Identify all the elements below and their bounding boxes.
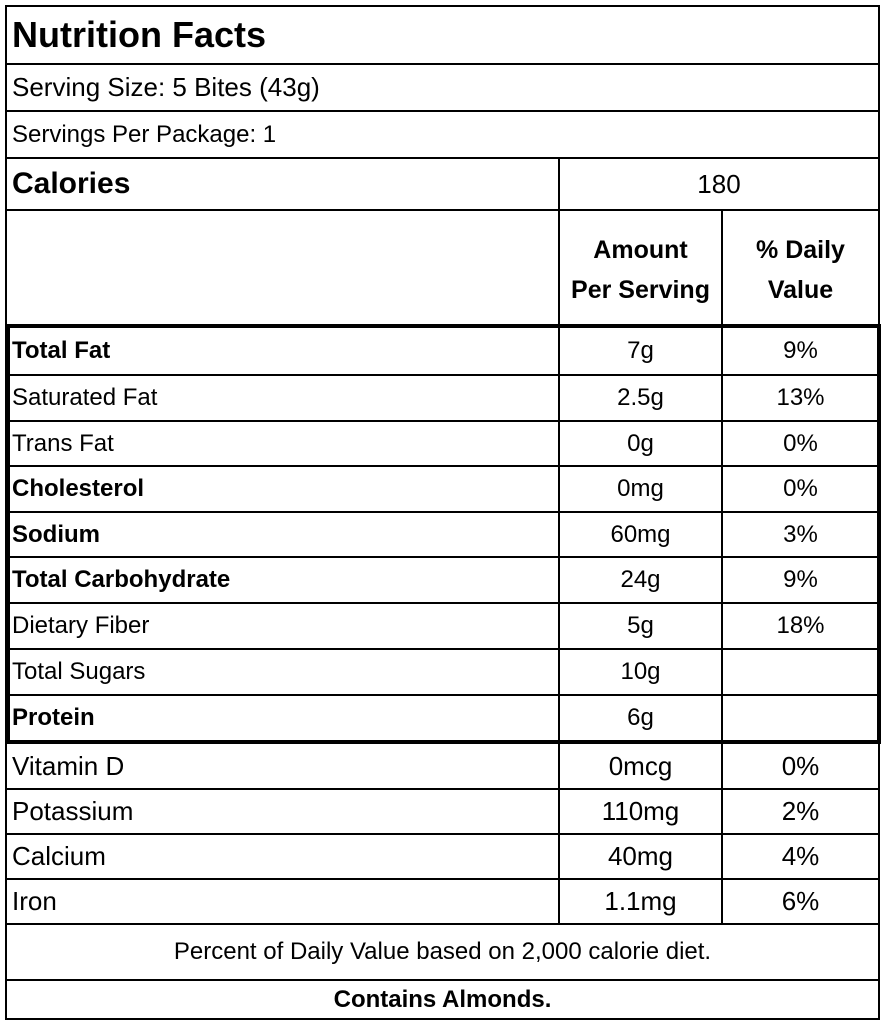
vitamin-daily-value: 4%	[721, 835, 878, 878]
amount-header	[558, 211, 721, 328]
nutrient-amount: 24g	[558, 558, 721, 602]
vitamin-name: Iron	[12, 886, 57, 916]
nutrient-name: Protein	[12, 704, 95, 731]
nutrition-label	[5, 5, 880, 1020]
nutrient-amount: 0mg	[558, 467, 721, 511]
nutrient-daily-value: 0%	[721, 422, 878, 465]
nutrient-name: Saturated Fat	[12, 384, 158, 411]
nutrient-daily-value: 3%	[721, 513, 878, 556]
vitamin-amount: 0mcg	[558, 744, 721, 788]
serving-size: Serving Size: 5 Bites (43g)	[12, 72, 320, 102]
label-title: Nutrition Facts	[12, 14, 267, 55]
nutrient-daily-value: 18%	[721, 604, 878, 648]
nutrient-row	[7, 422, 878, 467]
allergen-statement: Contains Almonds.	[333, 985, 552, 1013]
nutrient-row	[7, 604, 878, 650]
nutrient-amount: 6g	[558, 696, 721, 740]
vitamin-amount: 40mg	[558, 835, 721, 878]
nutrient-amount: 5g	[558, 604, 721, 648]
nutrient-name: Total Sugars	[12, 658, 146, 685]
nutrient-daily-value	[721, 650, 878, 694]
nutrient-row	[7, 467, 878, 513]
nutrient-daily-value: 13%	[721, 376, 878, 420]
calories-value: 180	[558, 159, 878, 209]
dv-header	[721, 211, 878, 328]
nutrient-row	[7, 376, 878, 422]
amount-header-line1: Amount	[593, 235, 688, 264]
vitamin-row	[7, 880, 878, 925]
nutrient-daily-value: 9%	[721, 328, 878, 374]
nutrient-name: Trans Fat	[12, 429, 114, 457]
nutrient-row	[7, 328, 878, 376]
allergen-row	[7, 981, 878, 1018]
vitamin-daily-value: 2%	[721, 790, 878, 833]
nutrient-row	[7, 696, 878, 742]
vitamin-daily-value: 6%	[721, 880, 878, 923]
footnote-row	[7, 925, 878, 981]
nutrient-row	[7, 513, 878, 558]
nutrient-amount: 2.5g	[558, 376, 721, 420]
nutrient-name: Sodium	[12, 520, 100, 548]
nutrient-amount: 0g	[558, 422, 721, 465]
vitamin-name: Potassium	[12, 796, 134, 826]
title-row	[7, 7, 878, 65]
nutrient-daily-value	[721, 696, 878, 740]
nutrient-name: Total Carbohydrate	[12, 566, 231, 593]
vitamin-daily-value: 0%	[721, 744, 878, 788]
nutrient-amount: 60mg	[558, 513, 721, 556]
dv-header-line2: Value	[767, 275, 834, 304]
vitamin-row	[7, 790, 878, 835]
calories-row	[7, 159, 878, 211]
footnote: Percent of Daily Value based on 2,000 calorie diet.	[173, 938, 712, 965]
dv-header-line1: % Daily	[756, 235, 845, 264]
nutrient-amount: 7g	[558, 328, 721, 374]
nutrient-row	[7, 650, 878, 696]
vitamin-name: Vitamin D	[12, 750, 125, 781]
vitamin-amount: 110mg	[558, 790, 721, 833]
vitamin-name: Calcium	[12, 841, 106, 871]
column-header-row	[7, 211, 878, 328]
nutrient-name: Total Fat	[12, 337, 111, 364]
vitamin-row	[7, 835, 878, 880]
amount-header-line2: Per Serving	[571, 275, 710, 304]
nutrient-daily-value: 0%	[721, 467, 878, 511]
calories-label: Calories	[12, 167, 131, 200]
nutrient-name: Dietary Fiber	[12, 612, 150, 639]
nutrient-name: Cholesterol	[12, 475, 145, 502]
nutrient-amount: 10g	[558, 650, 721, 694]
nutrient-daily-value: 9%	[721, 558, 878, 602]
serving-size-row	[7, 65, 878, 112]
vitamin-row	[7, 744, 878, 790]
nutrient-row	[7, 558, 878, 604]
servings-per-package-row	[7, 112, 878, 159]
vitamin-amount: 1.1mg	[558, 880, 721, 923]
servings-per-package: Servings Per Package: 1	[12, 120, 277, 148]
header-blank	[7, 211, 558, 328]
